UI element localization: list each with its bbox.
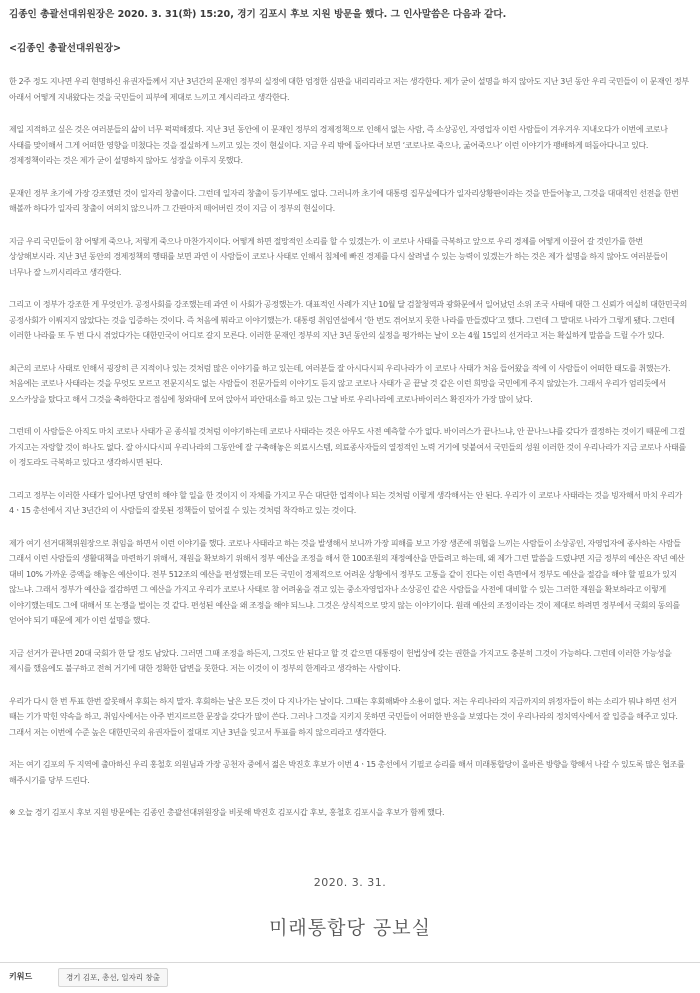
keyword-tag[interactable]: 경기 김포, 총선, 일자리 창출 <box>58 968 168 987</box>
paragraph: 그리고 정부는 이러한 사태가 일어나면 당연히 해야 할 일을 한 것이지 이 자체를 가지고 무슨 대단한 업적이나 되는 것처럼 이렇게 생각해서는 안 된다. 우리가 이 코로나 사태라는 것을 빙자해서 마치 우리가 4ㆍ15 총선에서 지난 3년간의 이 사람들의 잘못된 정책들이 덮어질 수 있는 것처럼 착각하고 있는 것이다. <box>9 490 682 515</box>
article-body <box>9 8 689 820</box>
keyword-label: 키워드 <box>9 972 33 981</box>
attendance-note: ※ 오늘 경기 김포시 후보 지원 방문에는 김종인 총괄선대위원장을 비롯해 박진호 김포시갑 후보, 홍철호 김포시을 후보가 함께 했다. <box>9 808 445 817</box>
paragraph: 지금 선거가 끝나면 20대 국회가 한 달 정도 남았다. 그러면 그때 조정을 하든지, 그것도 안 된다고 할 것 같으면 대통령이 헌법상에 갖는 권한을 가지고도 충분히 그것이 가능하다. 그런데 이러한 가능성을 제시를 했음에도 불구하고 전혀 거기에 대한 정확한 답변을 못한다. 저는 이것이 이 정부의 한계라고 생각하는 사람이다. <box>9 648 672 673</box>
paragraph: 최근의 코로나 사태로 인해서 굉장히 큰 지적이나 있는 것처럼 많은 이야기를 하고 있는데, 여러분들 잘 아시다시피 우리나라가 이 코로나 사태가 처음 들어왔을 적에 이 사람들이 어떠한 태도를 취했는가. 처음에는 코로나 사태라는 것을 무엇도 모르고 전문지식도 없는 사람들이 전문가들의 이야기도 듣지 않고 코로나 사태가 곧 끝날 것 같은 이런 희망을 국민에게 주지 않았는가. 그래서 우리가 엄리듯에서 오스카상을 탔다고 해서 그것을 축하한다고 점심에 청와대에 모여 앉아서 파안대소를 하고 있는 그날 바로 우리나라에 코로나바이러스 확진자가 가장 많이 났다. <box>9 363 671 404</box>
paragraph: 한 2주 정도 지나면 우리 현명하신 유권자들께서 지난 3년간의 문재인 정부의 실정에 대한 엄정한 심판을 내리리라고 저는 생각한다. 제가 굳이 설명을 하지 않아도 지난 3년 동안 우리 국민들이 이 문재인 정부 아래서 어떻게 지내왔다는 것을 국민들이 피부에 제대로 느끼고 계시리라고 생각한다. <box>9 77 689 102</box>
paragraph: 제가 여기 선거대책위원장으로 취임을 하면서 이런 이야기를 했다. 코로나 사태라고 하는 것을 발생해서 보니까 가장 피해를 보고 가장 생존에 위협을 느끼는 사람들이 소상공인, 자영업자에 종사하는 사람들 그래서 이런 사람들의 생활대책을 마련하기 위해서, 재원을 확보하기 위해서 정부 예산을 조정을 해서 한 100조원의 재정예산을 만들려고 하는데, 왜 제가 그런 말씀을 드렸냐면 지금 정부의 예산은 작년 예산 대비 10% 가까운 증액을 해놓은 예산이다. 전부 512조의 예산을 편성했는데 모든 국민이 경제적으로 어려운 상황에서 정부도 고통을 같이 진다는 이런 측면에서 정부도 예산을 절감을 해야 할 필요가 있지 않느냐. 그래서 정부가 예산을 절감하면 그 예산을 가지고 우리가 코로나 사태로 참 어려움을 겪고 있는 중소자영업자나 소상공인 같은 사람들을 사전에 대비할 수 있는 그러한 재원을 확보하라고 이렇게 이야기했는데도 그에 대해서 또 논쟁을 벌이는 것 같다. 편성된 예산을 왜 조정을 해야 되느냐. 그것은 상식적으로 맞지 않는 이야기이다. 원래 예산의 조정이라는 것이 제대로 하려면 정부에서 국회의 동의를 얻어야 되기 때문에 제가 이런 설명을 했다. <box>9 538 685 625</box>
paragraph: 그리고 이 정부가 강조한 게 무엇인가. 공정사회를 강조했는데 과연 이 사회가 공정했는가. 대표적인 사례가 지난 10월 달 검찰청역과 광화문에서 일어났던 소위 조국 사태에 대한 그 신뢰가 여실히 대한민국의 공정사회가 이뤄지지 않았다는 것을 입증하는 것이다. 즉 처음에 뭐라고 이야기했는가. 대통령 취임연설에서 ‘한 번도 겪어보지 못한 나라를 만들겠다’고 했다. 그런데 그 말대로 나라가 그렇게 됐다. 그런데 이러한 나라를 또 두 번 다시 겪었다가는 대한민국이 어디로 갈지 모른다. 이러한 문재인 정부의 지난 3년 동안의 실정을 평가하는 날이 오는 4월 15일의 선거라고 저는 확실하게 말씀을 드릴 수가 있다. <box>9 300 688 340</box>
paragraph: 그런데 이 사람들은 아직도 마치 코로나 사태가 곧 종식될 것처럼 이야기하는데 코로나 사태라는 것은 아무도 사전 예측할 수가 없다. 바이러스가 끝나느냐, 안 끝나느냐를 갖다가 결정하는 것이기 때문에 그걸 가지고는 자랑할 것이 하나도 없다. 잘 아시다시피 우리나라의 그동안에 잘 구축해놓은 의료시스템, 의료종사자들의 열정적인 노력 거기에 덧붙여서 국민들의 성원 이러한 것이 우리나라가 지금 코로나 사태를 이 정도라도 극복하고 있다고 생각하시면 된다. <box>9 427 686 467</box>
paragraph: 문재인 정부 초기에 가장 강조했던 것이 일자리 창출이다. 그런데 일자리 창출이 등기부에도 없다. 그러니까 초기에 대통령 집무실에다가 일자리상황판이라는 것을 만들어놓고, 그것을 대대적인 선전을 한번 해볼까 하다가 일자리 창출이 여의치 않으니까 그 간판마저 떼어버린 것이 지금 이 정부의 현실이다. <box>9 188 679 213</box>
paragraph: 우리가 다시 한 번 투표 한번 잘못해서 후회는 하지 말자. 후회하는 날은 모든 것이 다 지나가는 날이다. 그때는 후회해봐야 소용이 없다. 저는 우리나라의 지금까지의 위정자들이 하는 소리가 뭐냐 하면 선거 때는 기가 막힌 약속을 하고, 취임사에서는 아주 번지르르한 문장을 갖다가 많이 쓴다. 그러나 그것을 지키지 못하면 국민들이 어떠한 반응을 보였다는 것이 우리나라의 정치역사에서 잘 입증을 해주고 있다. 그래서 저는 이번에 수준 높은 대한민국의 유권자들이 절대로 지난 3년을 잊고서 투표를 하지 않으리라고 생각한다. <box>9 696 678 737</box>
release-date: 2020. 3. 31. <box>313 876 387 889</box>
paragraph: 지금 우리 국민들이 참 어떻게 죽으나, 저렇게 죽으나 마찬가지이다. 어떻게 하면 절망적인 소리를 할 수 있겠는가. 이 코로나 사태를 극복하고 앞으로 우리 경제를 어떻게 이끌어 갈 것인가를 한번 상상해보시라. 지난 3년 동안의 경제정책의 행태를 보면 과연 이 사람들이 코로나 사태로 인해서 침체에 빠진 경제를 다시 살려낼 수 있는 능력이 있겠는가 하는 것은 제가 설명을 하지 않아도 여러분들이 너무나 잘 느끼시리라고 생각한다. <box>9 236 668 277</box>
paragraph: 저는 여기 김포의 두 지역에 출마하신 우리 홍철호 의원님과 가장 공천자 중에서 젊은 박진호 후보가 이번 4ㆍ15 총선에서 기필코 승리를 해서 미래통합당이 올바른 방향을 향해서 나갈 수 있도록 많은 협조를 해주시기를 당부 드린다. <box>9 760 685 785</box>
speaker-heading: <김종인 총괄선대위원장> <box>9 43 122 54</box>
keyword-bar <box>0 962 700 993</box>
article-headline: 김종인 총괄선대위원장은 2020. 3. 31(화) 15:20, 경기 김포시 후보 지원 방문을 했다. 그 인사말씀은 다음과 같다. <box>9 9 507 20</box>
paragraph: 제일 지적하고 싶은 것은 여러분들의 삶이 너무 퍽퍽해졌다. 지난 3년 동안에 이 문재인 정부의 경제정책으로 인해서 없는 사람, 즉 소상공인, 자영업자 이런 사람들이 겨우겨우 지내오다가 이번에 코로나 사태를 맞이해서 그게 어떠한 영향을 미쳤다는 것을 절실하게 느끼고 있는 것이 현실이다. 지금 우리 밖에 돌아다녀 보면 ‘코로나로 죽으나, 굶어죽으나’ 이런 이야기가 팽배하게 떠돌아다니고 있다. 경제정책이라는 것은 제가 굳이 설명하지 않아도 성장을 이루지 못했다. <box>9 125 668 165</box>
issuing-organization: 미래통합당 공보실 <box>269 917 431 939</box>
